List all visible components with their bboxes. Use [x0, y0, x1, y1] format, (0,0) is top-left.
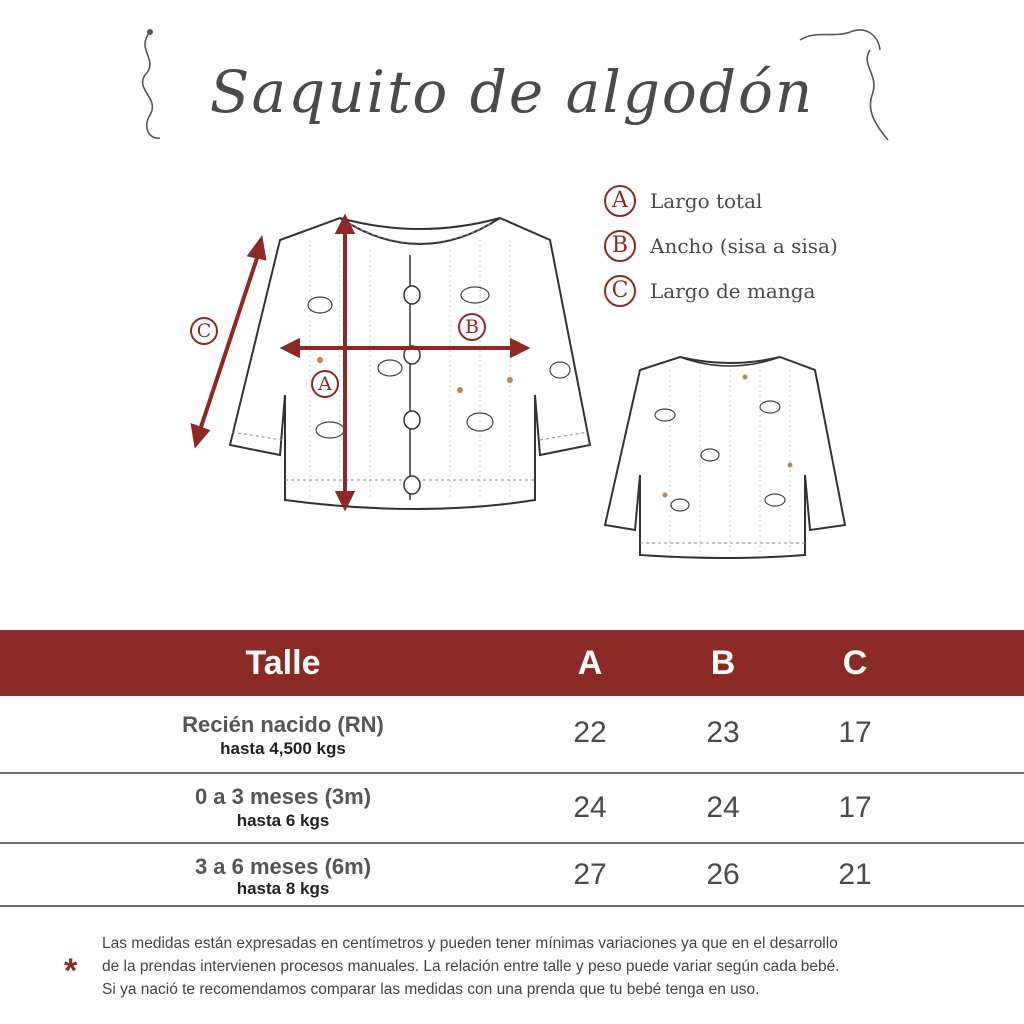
value-a: 24 — [573, 791, 607, 824]
diagram-label-b: B — [458, 313, 486, 341]
footnote-line: de la prendas intervienen procesos manuales. La relación entre talle y peso puede variar según cada bebé. — [102, 958, 840, 975]
size-weight: hasta 8 kgs — [236, 879, 330, 898]
size-weight: hasta 4,500 kgs — [220, 739, 346, 758]
footnote-line: Las medidas están expresadas en centímetros y pueden tener mínimas variaciones ya que en el desarrollo — [102, 935, 838, 952]
asterisk-icon: * — [64, 952, 78, 990]
footnote — [102, 932, 982, 1001]
footnote-line: Si ya nació te recomendamos comparar las medidas con una prenda que tu bebé tenga en uso. — [102, 981, 760, 998]
value-b: 23 — [706, 716, 740, 749]
legend-item-c — [604, 268, 838, 313]
title-area — [0, 20, 1024, 160]
legend-label: Ancho (sisa a sisa) — [650, 233, 838, 258]
size-name: 0 a 3 meses (3m) — [194, 784, 372, 809]
size-weight: hasta 6 kgs — [236, 811, 330, 830]
header-a: A — [577, 644, 603, 682]
legend-item-a — [604, 178, 838, 223]
value-c: 17 — [838, 716, 872, 749]
table-row — [0, 844, 1024, 908]
legend-label: Largo de manga — [650, 278, 816, 303]
diagram-label-a: A — [311, 370, 339, 398]
legend-letter: B — [604, 230, 636, 262]
measurement-legend — [604, 178, 838, 313]
header-talle: Talle — [245, 644, 321, 682]
row-divider — [0, 905, 1024, 907]
header-b: B — [710, 644, 736, 682]
legend-label: Largo total — [650, 188, 763, 213]
value-c: 21 — [838, 858, 872, 891]
header-c: C — [842, 644, 868, 682]
value-a: 27 — [573, 858, 607, 891]
diagram-label-c: C — [190, 317, 218, 345]
back-jacket-illustration — [600, 345, 860, 565]
value-a: 22 — [573, 716, 607, 749]
size-name: 3 a 6 meses (6m) — [194, 854, 372, 879]
value-b: 24 — [706, 791, 740, 824]
table-row — [0, 774, 1024, 844]
legend-letter: C — [604, 275, 636, 307]
size-name: Recién nacido (RN) — [182, 712, 384, 737]
legend-item-b — [604, 223, 838, 268]
size-table-header — [0, 630, 1024, 696]
value-c: 17 — [838, 791, 872, 824]
value-b: 26 — [706, 858, 740, 891]
page-title: Saquito de algodón — [209, 58, 815, 126]
table-row — [0, 696, 1024, 774]
legend-letter: A — [604, 185, 636, 217]
